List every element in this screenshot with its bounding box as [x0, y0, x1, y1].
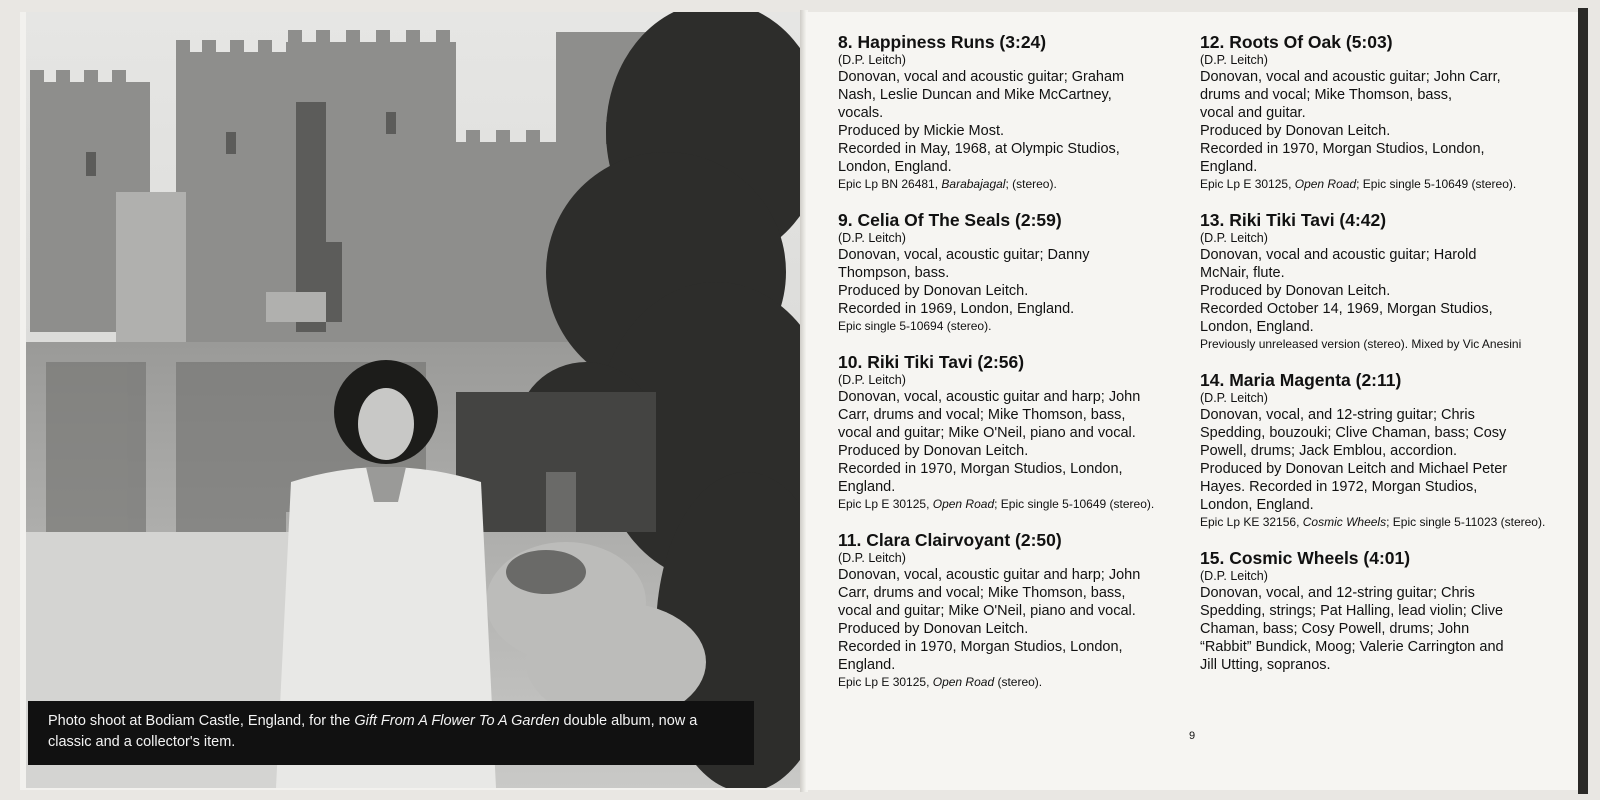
track-release-info	[838, 176, 1188, 192]
track-entry	[1200, 370, 1570, 530]
track-songwriter-credit: (D.P. Leitch)	[838, 231, 906, 245]
track-detail-line: vocal and guitar.	[1200, 105, 1306, 121]
track-detail-line: Produced by Donovan Leitch.	[1200, 283, 1391, 299]
track-release-info	[838, 496, 1188, 512]
track-detail-line: vocal and guitar; Mike O'Neil, piano and vocal.	[838, 603, 1136, 619]
track-detail-line: Donovan, vocal, and 12-string guitar; Chris	[1200, 585, 1475, 601]
track-detail-line: Donovan, vocal and acoustic guitar; Graham	[838, 69, 1125, 85]
track-songwriter-credit: (D.P. Leitch)	[838, 53, 906, 67]
page-number: 9	[1189, 730, 1196, 742]
track-detail-line: Powell, drums; Jack Emblou, accordion.	[1200, 443, 1458, 459]
caption-album-title: Gift From A Flower To A Garden	[354, 713, 560, 729]
track-detail-line: Produced by Donovan Leitch and Michael Peter	[1200, 461, 1508, 477]
track-detail-line: Recorded in 1970, Morgan Studios, London,	[838, 639, 1123, 655]
release-prefix: Previously unreleased version (stereo). Mixed by Vic Anesini	[1200, 337, 1522, 351]
track-release-info	[838, 674, 1188, 690]
track-entry	[838, 352, 1188, 512]
release-album-title: Open Road	[1294, 177, 1357, 191]
track-title: 8. Happiness Runs (3:24)	[838, 32, 1047, 52]
track-detail-line: Produced by Donovan Leitch.	[1200, 123, 1391, 139]
release-album-title: Cosmic Wheels	[1302, 515, 1387, 529]
castle-photo-illustration	[26, 12, 805, 788]
photo-caption	[28, 701, 754, 765]
track-detail-line: McNair, flute.	[1200, 265, 1285, 281]
track-title: 10. Riki Tiki Tavi (2:56)	[838, 352, 1025, 372]
track-detail-line: England.	[1200, 159, 1258, 175]
release-album-title: Open Road	[932, 497, 995, 511]
track-detail-line: Donovan, vocal, acoustic guitar; Danny	[838, 247, 1090, 263]
track-entry	[1200, 210, 1570, 352]
track-column-right	[1200, 32, 1570, 692]
track-detail-line: Chaman, bass; Cosy Powell, drums; John	[1200, 621, 1470, 637]
release-prefix: Epic Lp KE 32156,	[1200, 515, 1303, 529]
track-detail-line: Recorded in 1970, Morgan Studios, London,	[838, 461, 1123, 477]
release-prefix: Epic Lp E 30125,	[838, 497, 933, 511]
release-suffix: ; Epic single 5-10649 (stereo).	[1356, 177, 1517, 191]
track-detail-line: Produced by Donovan Leitch.	[838, 283, 1029, 299]
track-songwriter-credit: (D.P. Leitch)	[1200, 569, 1268, 583]
track-title: 12. Roots Of Oak (5:03)	[1200, 32, 1393, 52]
release-prefix: Epic single 5-10694 (stereo).	[838, 319, 992, 333]
track-songwriter-credit: (D.P. Leitch)	[838, 551, 906, 565]
track-detail-line: London, England.	[838, 159, 952, 175]
castle-photo	[26, 12, 805, 788]
track-detail-line: Produced by Donovan Leitch.	[838, 621, 1029, 637]
track-detail-line: Hayes. Recorded in 1972, Morgan Studios,	[1200, 479, 1478, 495]
track-songwriter-credit: (D.P. Leitch)	[1200, 391, 1268, 405]
track-release-info	[1200, 514, 1570, 530]
track-detail-line: vocals.	[838, 105, 884, 121]
track-detail-line: Spedding, bouzouki; Clive Chaman, bass; Cosy	[1200, 425, 1507, 441]
track-detail-line: Donovan, vocal and acoustic guitar; Harold	[1200, 247, 1477, 263]
booklet-edge	[1578, 8, 1588, 794]
track-detail-line: Donovan, vocal, acoustic guitar and harp; John	[838, 389, 1141, 405]
track-detail-line: drums and vocal; Mike Thomson, bass,	[1200, 87, 1452, 103]
track-detail-line: London, England.	[1200, 497, 1314, 513]
track-release-info	[1200, 176, 1570, 192]
track-title: 14. Maria Magenta (2:11)	[1200, 370, 1402, 390]
track-detail-line: Recorded in May, 1968, at Olympic Studios,	[838, 141, 1120, 157]
track-entry	[1200, 32, 1570, 192]
track-title: 11. Clara Clairvoyant (2:50)	[838, 530, 1062, 550]
release-suffix: ; (stereo).	[1005, 177, 1057, 191]
release-album-title: Barabajagal	[941, 177, 1006, 191]
track-title: 15. Cosmic Wheels (4:01)	[1200, 548, 1411, 568]
left-page	[20, 12, 805, 790]
track-entry	[1200, 548, 1570, 674]
track-detail-line: Recorded October 14, 1969, Morgan Studios,	[1200, 301, 1493, 317]
track-entry	[838, 210, 1188, 334]
release-prefix: Epic Lp E 30125,	[838, 675, 933, 689]
release-album-title: Open Road	[932, 675, 995, 689]
track-detail-line: Donovan, vocal, acoustic guitar and harp; John	[838, 567, 1141, 583]
release-prefix: Epic Lp E 30125,	[1200, 177, 1295, 191]
track-detail-line: “Rabbit” Bundick, Moog; Valerie Carrington and	[1200, 639, 1504, 655]
right-page	[806, 12, 1578, 790]
track-detail-line: England.	[838, 479, 896, 495]
track-detail-line: Thompson, bass.	[838, 265, 950, 281]
track-detail-line: Donovan, vocal and acoustic guitar; John Carr,	[1200, 69, 1501, 85]
track-detail-line: Spedding, strings; Pat Halling, lead violin; Clive	[1200, 603, 1504, 619]
track-detail-line: Carr, drums and vocal; Mike Thomson, bass,	[838, 407, 1126, 423]
track-detail-line: Recorded in 1969, London, England.	[838, 301, 1075, 317]
release-suffix: ; Epic single 5-11023 (stereo).	[1386, 515, 1546, 529]
release-suffix: ; Epic single 5-10649 (stereo).	[994, 497, 1155, 511]
track-detail-line: London, England.	[1200, 319, 1314, 335]
track-entry	[838, 530, 1188, 690]
track-detail-line: Carr, drums and vocal; Mike Thomson, bass,	[838, 585, 1126, 601]
track-detail-line: Recorded in 1970, Morgan Studios, London,	[1200, 141, 1485, 157]
track-songwriter-credit: (D.P. Leitch)	[1200, 231, 1268, 245]
track-detail-line: Jill Utting, sopranos.	[1200, 657, 1331, 673]
track-title: 9. Celia Of The Seals (2:59)	[838, 210, 1062, 230]
track-detail-line: Nash, Leslie Duncan and Mike McCartney,	[838, 87, 1112, 103]
caption-text-before: Photo shoot at Bodiam Castle, England, for the	[48, 713, 355, 729]
track-songwriter-credit: (D.P. Leitch)	[838, 373, 906, 387]
track-detail-line: Produced by Donovan Leitch.	[838, 443, 1029, 459]
track-detail-line: vocal and guitar; Mike O'Neil, piano and vocal.	[838, 425, 1136, 441]
caption-text-after: double album, now a classic and a collector's item.	[48, 713, 698, 750]
release-suffix: (stereo).	[994, 675, 1043, 689]
track-detail-line: Donovan, vocal, and 12-string guitar; Chris	[1200, 407, 1475, 423]
release-prefix: Epic Lp BN 26481,	[838, 177, 942, 191]
track-detail-line: Produced by Mickie Most.	[838, 123, 1005, 139]
track-release-info	[838, 318, 1188, 334]
track-songwriter-credit: (D.P. Leitch)	[1200, 53, 1268, 67]
track-release-info	[1200, 336, 1570, 352]
track-detail-line: England.	[838, 657, 896, 673]
track-entry	[838, 32, 1188, 192]
track-title: 13. Riki Tiki Tavi (4:42)	[1200, 210, 1387, 230]
track-column-left	[838, 32, 1188, 708]
